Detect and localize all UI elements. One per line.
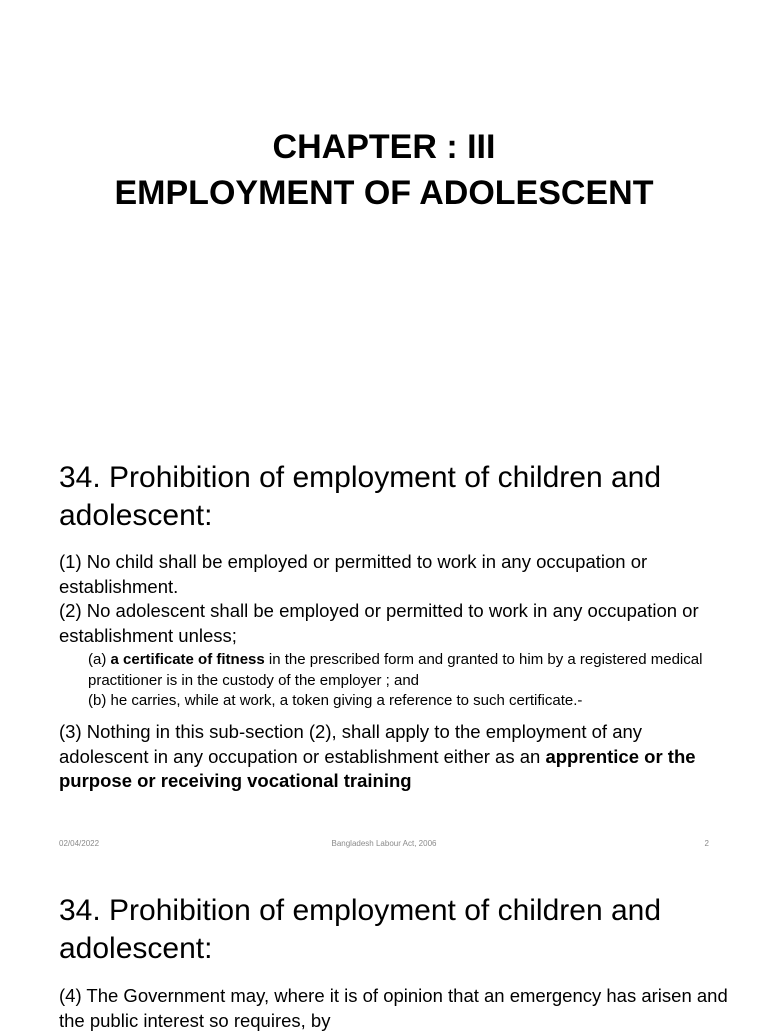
sub-clauses <box>88 650 728 712</box>
clause-3-text: (3) Nothing in this sub-section (2), shall apply to the employment of any adolescent in any occupation or establishment either as an <box>59 721 643 767</box>
section-title: 34. Prohibition of employment of children and adolescent: <box>59 461 662 532</box>
clause-2: (2) No adolescent shall be employed or permitted to work in any occupation or establishment unless; <box>59 600 699 646</box>
sub-clause-a-prefix: (a) <box>88 651 111 668</box>
slide-section-34-continued <box>0 865 768 1031</box>
slide-chapter-title <box>0 0 768 433</box>
sub-clause-b: (b) he carries, while at work, a token giving a reference to such certificate.- <box>88 692 583 709</box>
footer-page-number: 2 <box>704 839 709 848</box>
clause-3 <box>59 720 729 794</box>
clause-3-bold: apprentice or the purpose or receiving vocational training <box>59 745 696 791</box>
section-title: 34. Prohibition of employment of children and adolescent: <box>59 894 662 965</box>
chapter-heading <box>0 124 768 216</box>
slide-footer <box>0 839 768 853</box>
sub-clause-a-text: in the prescribed form and granted to him by a registered medical practitioner is in the custody of the employer ; and <box>88 651 703 689</box>
slide-section-34 <box>0 433 768 865</box>
footer-date: 02/04/2022 <box>59 839 100 848</box>
chapter-number: CHAPTER : III <box>272 128 496 166</box>
footer-title: Bangladesh Labour Act, 2006 <box>331 839 437 848</box>
chapter-title: EMPLOYMENT OF ADOLESCENT <box>114 174 654 212</box>
sub-clause-a <box>88 650 728 691</box>
clause-4: (4) The Government may, where it is of opinion that an emergency has arisen and the public interest so requires, by <box>59 985 728 1031</box>
clause-1: (1) No child shall be employed or permitted to work in any occupation or establishment. <box>59 551 648 597</box>
sub-clause-a-bold: a certificate of fitness <box>110 651 265 668</box>
